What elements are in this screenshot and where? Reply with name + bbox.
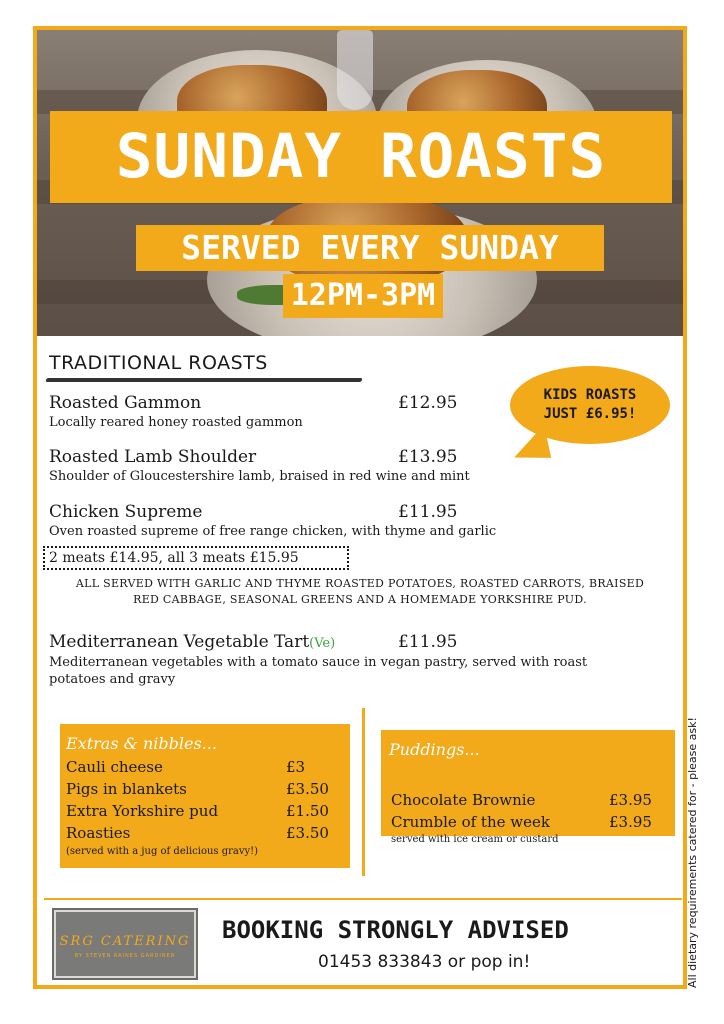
logo-sub-text: BY STEVEN RAINES GARDINER <box>74 953 176 959</box>
title-banner: SUNDAY ROASTS <box>50 111 672 203</box>
vegan-price: £11.95 <box>398 632 458 652</box>
puddings-row-price: £3.95 <box>609 813 652 831</box>
extras-row-name: Pigs in blankets <box>66 780 187 798</box>
box-divider <box>362 708 365 876</box>
item-desc: Oven roasted supreme of free range chicken, with thyme and garlic <box>49 524 497 539</box>
item-name: Roasted Lamb Shoulder <box>49 447 257 467</box>
item-desc: Shoulder of Gloucestershire lamb, braised in red wine and mint <box>49 469 470 484</box>
all-served-line2: RED CABBAGE, SEASONAL GREENS AND A HOMEMADE YORKSHIRE PUD. <box>133 593 587 606</box>
served-banner: SERVED EVERY SUNDAY <box>136 225 604 271</box>
puddings-heading: Puddings... <box>389 740 480 759</box>
puddings-note: served with ice cream or custard <box>391 834 559 845</box>
extras-row-price: £1.50 <box>286 802 329 820</box>
item-name: Roasted Gammon <box>49 393 202 413</box>
puddings-row-name: Chocolate Brownie <box>391 791 536 809</box>
puddings-row-name: Crumble of the week <box>391 813 550 831</box>
booking-advice: BOOKING STRONGLY ADVISED <box>222 916 569 944</box>
dietary-note: All dietary requirements catered for - please ask! <box>686 717 699 988</box>
puddings-box <box>381 730 675 845</box>
extras-row-price: £3 <box>286 758 306 776</box>
extras-row-price: £3.50 <box>286 780 329 798</box>
traditional-heading: TRADITIONAL ROASTS <box>49 352 268 374</box>
extras-box <box>60 724 350 868</box>
extras-row-price: £3.50 <box>286 824 329 842</box>
extras-row-name: Roasties <box>66 824 131 842</box>
phone-number: 01453 833843 or pop in! <box>318 952 531 972</box>
vegan-tag: (Ve) <box>309 636 336 651</box>
logo-main-text: SRG CATERING <box>59 934 191 949</box>
all-served-line1: ALL SERVED WITH GARLIC AND THYME ROASTED POTATOES, ROASTED CARROTS, BRAISED <box>75 577 645 590</box>
item-price: £11.95 <box>398 502 458 522</box>
combo-offer: 2 meats £14.95, all 3 meats £15.95 <box>43 546 349 570</box>
all-served-note <box>40 576 680 608</box>
heading-underline <box>45 378 362 382</box>
footer-rule <box>44 898 682 900</box>
vegan-desc-line2: potatoes and gravy <box>49 672 176 687</box>
vegan-name: Mediterranean Vegetable Tart <box>49 632 310 652</box>
vegan-item-name <box>49 632 335 652</box>
kids-line2: JUST £6.95! <box>543 406 637 422</box>
item-name: Chicken Supreme <box>49 502 203 522</box>
item-desc: Locally reared honey roasted gammon <box>49 415 303 430</box>
extras-row-name: Extra Yorkshire pud <box>66 802 219 820</box>
item-price: £12.95 <box>398 393 458 413</box>
srg-catering-logo <box>54 910 196 978</box>
puddings-row-price: £3.95 <box>609 791 652 809</box>
kids-roasts-bubble <box>510 366 670 444</box>
time-banner: 12PM-3PM <box>283 274 443 318</box>
extras-note: (served with a jug of delicious gravy!) <box>66 846 259 857</box>
item-price: £13.95 <box>398 447 458 467</box>
kids-line1: KIDS ROASTS <box>543 387 637 403</box>
extras-row-name: Cauli cheese <box>66 758 163 776</box>
extras-heading: Extras & nibbles... <box>66 734 217 753</box>
vegan-desc-line1: Mediterranean vegetables with a tomato sauce in vegan pastry, served with roast <box>49 655 588 670</box>
